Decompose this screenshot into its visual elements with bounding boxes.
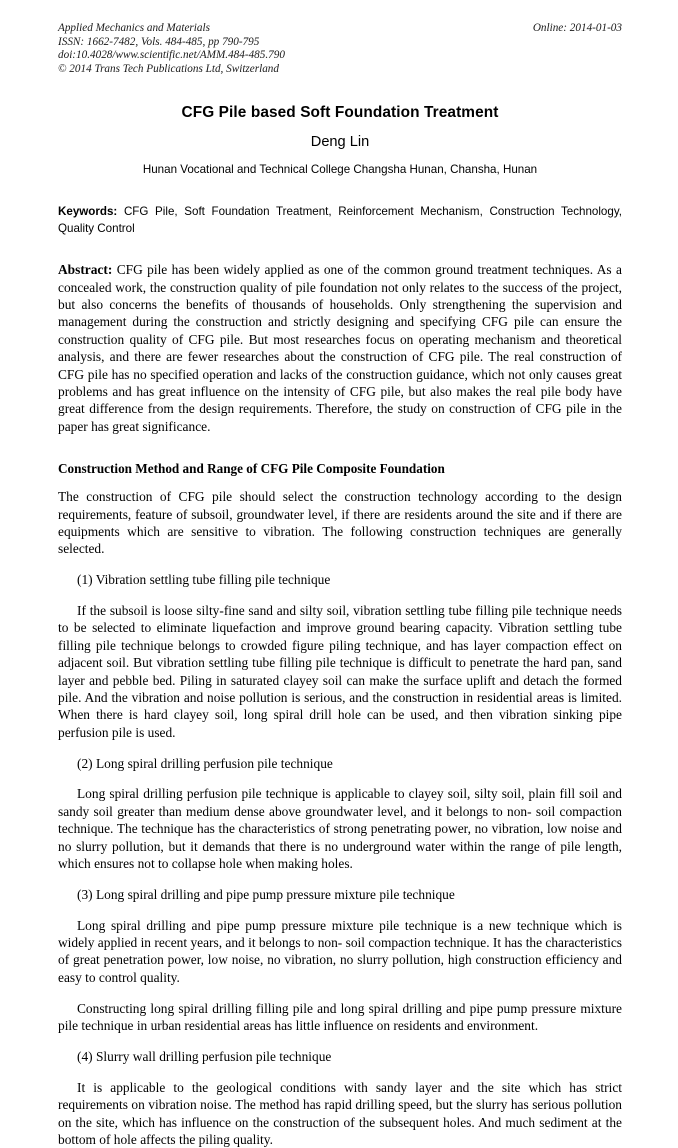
title-block <box>58 103 622 177</box>
technique-label-4: (4) Slurry wall drilling perfusion pile technique <box>77 1048 332 1064</box>
author-name: Deng Lin <box>310 134 370 151</box>
issn-volume-pages: ISSN: 1662-7482, Vols. 484-485, pp 790-795 <box>58 35 260 48</box>
author-affiliation: Hunan Vocational and Technical College Changsha Hunan, Chansha, Hunan <box>142 163 538 177</box>
abstract-label: Abstract: <box>58 262 113 278</box>
abstract-text: CFG pile has been widely applied as one of the common ground treatment techniques. As a concealed work, the construction quality of pile foundation not only relates to the success of the project, but also concerns the benefits of thousands of households. Only strengthening the supervision and management during the construction and strictly designing and specifying CFG pile can ensure the construction quality of CFG pile. But most researches focus on operating mechanism and theoretical analysis, and there are fewer researches about the construction of CFG pile. The real construction of CFG pile has no specified operation and lacks of the construction guidance, which not only causes great problems and has great influence on the intensity of CFG pile, but also makes the real pile body have great difference from the design requirements. Therefore, the study on construction of CFG pile in the paper has great significance. <box>58 262 622 434</box>
technique-body-3: Long spiral drilling and pipe pump pressure mixture pile technique is a new technique which is widely applied in recent years, and it belongs to non- soil compaction technique. It has the characteristics of great penetration power, low noise, no vibration, no slurry pollution, high construction efficiency and easy to control quality. <box>58 917 622 985</box>
technique-label-1: (1) Vibration settling tube filling pile technique <box>77 572 331 588</box>
technique-body-3-extra: Constructing long spiral drilling filling pile and long spiral drilling and pipe pump pressure mixture pile technique in urban residential areas has little influence on residents and environment. <box>58 1000 622 1034</box>
technique-label-2: (2) Long spiral drilling perfusion pile technique <box>77 755 333 771</box>
keywords-text: CFG Pile, Soft Foundation Treatment, Reinforcement Mechanism, Construction Technology, Quality Control <box>58 205 622 235</box>
keywords-label: Keywords: <box>58 205 118 219</box>
keywords-paragraph <box>58 204 622 237</box>
page-title: CFG Pile based Soft Foundation Treatment <box>181 104 499 122</box>
online-date: Online: 2014-01-03 <box>532 22 622 34</box>
section-heading: Construction Method and Range of CFG Pile Composite Foundation <box>58 461 445 477</box>
journal-name: Applied Mechanics and Materials <box>58 22 210 34</box>
running-header <box>58 22 622 76</box>
doi-line: doi:10.4028/www.scientific.net/AMM.484-485.790 <box>58 49 285 62</box>
technique-body-1: If the subsoil is loose silty-fine sand and silty soil, vibration settling tube filling pile technique needs to be selected to eliminate liquefaction and improve ground bearing capacity. Vibration settling tube filling pile technique belongs to crowded figure piling technique, and has layer compaction effect on adjacent soil. But vibration settling tube filling pile technique is difficult to penetrate the hard pan, sand layer and pebble bed. Piling in saturated clayey soil can make the surface uplift and detach the formed pile. And the vibration and noise pollution is serious, and the construction in residential areas is limited. When there is hard clayey soil, long spiral drill hole can be used, and then vibration sinking pipe perfusion pile is used. <box>58 603 622 740</box>
copyright-line: © 2014 Trans Tech Publications Ltd, Switzerland <box>58 62 279 75</box>
section-intro-paragraph: The construction of CFG pile should select the construction technology according to the design requirements, feature of subsoil, groundwater level, if there are residents around the site and if there are equipments which are sensitive to vibration. The following construction techniques are generally selected. <box>58 489 622 557</box>
technique-body-2: Long spiral drilling perfusion pile technique is applicable to clayey soil, silty soil, plain fill soil and sandy soil greater than medium dense above groundwater level, and it belongs to non- soil compaction technique. The technique has the characteristics of strong penetrating power, no vibration, low noise and no slurry pollution, but it demands that there is no underground water within the range of pile length, which ensures not to collapse hole when making holes. <box>58 786 622 872</box>
technique-body-4: It is applicable to the geological conditions with sandy layer and the site which has strict requirements on vibration noise. The method has rapid drilling speed, but the slurry has serious pollution on the site, which has influence on the construction of the subsequent holes. And much sediment at the bottom of hole affects the piling quality. <box>58 1079 622 1147</box>
technique-label-3: (3) Long spiral drilling and pipe pump pressure mixture pile technique <box>77 886 455 902</box>
keywords-spacer <box>117 205 124 218</box>
abstract-paragraph <box>58 261 622 435</box>
